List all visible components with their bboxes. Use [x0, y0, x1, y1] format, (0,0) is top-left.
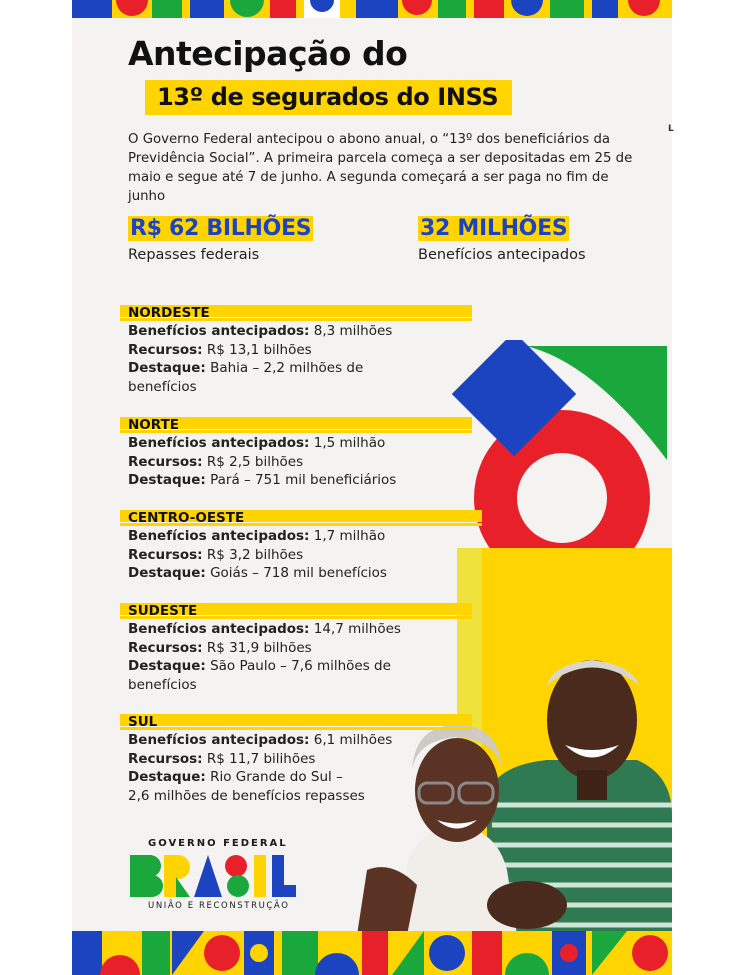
region-sul: [120, 714, 472, 805]
stat-beneficios: [418, 216, 586, 263]
stat-value: 32 MILHÕES: [420, 216, 568, 241]
governo-federal-logo: [128, 838, 298, 911]
region-row: Recursos: R$ 13,1 bilhões: [128, 341, 312, 358]
region-heading: NORDESTE: [120, 305, 472, 322]
top-pattern-strip: [72, 0, 672, 18]
brasil-wordmark: [128, 853, 298, 899]
region-centro-oeste: [120, 510, 482, 583]
edge-mark: L: [668, 124, 674, 134]
logo-top-text: GOVERNO FEDERAL: [148, 838, 288, 849]
region-nordeste: [120, 305, 472, 396]
infographic-card: [72, 0, 672, 975]
region-row: Recursos: R$ 11,7 bilihões: [128, 750, 316, 767]
region-heading: SUDESTE: [120, 603, 472, 620]
region-row: Recursos: R$ 3,2 bilhões: [128, 546, 304, 563]
region-row: benefícios: [128, 676, 197, 693]
region-row: Recursos: R$ 2,5 bilhões: [128, 453, 304, 470]
region-row: Destaque: Rio Grande do Sul –: [128, 769, 343, 785]
region-row: Benefícios antecipados: 8,3 milhões: [128, 323, 393, 339]
stat-value: R$ 62 BILHÕES: [130, 216, 312, 241]
region-row: Destaque: Pará – 751 mil beneficiários: [128, 472, 397, 488]
page-title: Antecipação do: [128, 34, 408, 73]
bottom-pattern-strip: [72, 931, 672, 975]
region-row: Recursos: R$ 31,9 bilhões: [128, 639, 312, 656]
region-norte: [120, 417, 472, 490]
region-row: Destaque: Goiás – 718 mil benefícios: [128, 565, 387, 581]
stat-repasses: [128, 216, 313, 263]
region-row: benefícios: [128, 378, 197, 395]
brasil-wordmark-graphic: [128, 853, 298, 899]
region-row: 2,6 milhões de benefícios repasses: [128, 787, 365, 804]
region-row: Benefícios antecipados: 1,7 milhão: [128, 528, 386, 544]
region-row: Destaque: Bahia – 2,2 milhões de: [128, 360, 364, 376]
region-heading: SUL: [120, 714, 472, 731]
region-heading: NORTE: [120, 417, 472, 434]
region-sudeste: [120, 603, 472, 694]
stat-label: Repasses federais: [128, 247, 260, 263]
region-heading: CENTRO-OESTE: [120, 510, 482, 527]
region-row: Benefícios antecipados: 14,7 milhões: [128, 621, 401, 637]
region-row: Destaque: São Paulo – 7,6 milhões de: [128, 658, 391, 674]
region-row: Benefícios antecipados: 6,1 milhões: [128, 732, 393, 748]
region-row: Benefícios antecipados: 1,5 milhão: [128, 435, 386, 451]
page-subtitle: 13º de segurados do INSS: [145, 80, 512, 115]
stat-label: Benefícios antecipados: [418, 247, 586, 263]
logo-bottom-text: UNIÃO E RECONSTRUÇÃO: [148, 901, 290, 911]
intro-paragraph: O Governo Federal antecipou o abono anual, o “13º dos beneficiários da Previdência Social”. A primeira parcela começa a ser depositadas em 25 de maio e segue até 7 de junho. A segunda começará a ser paga no fim de junho: [128, 132, 633, 204]
